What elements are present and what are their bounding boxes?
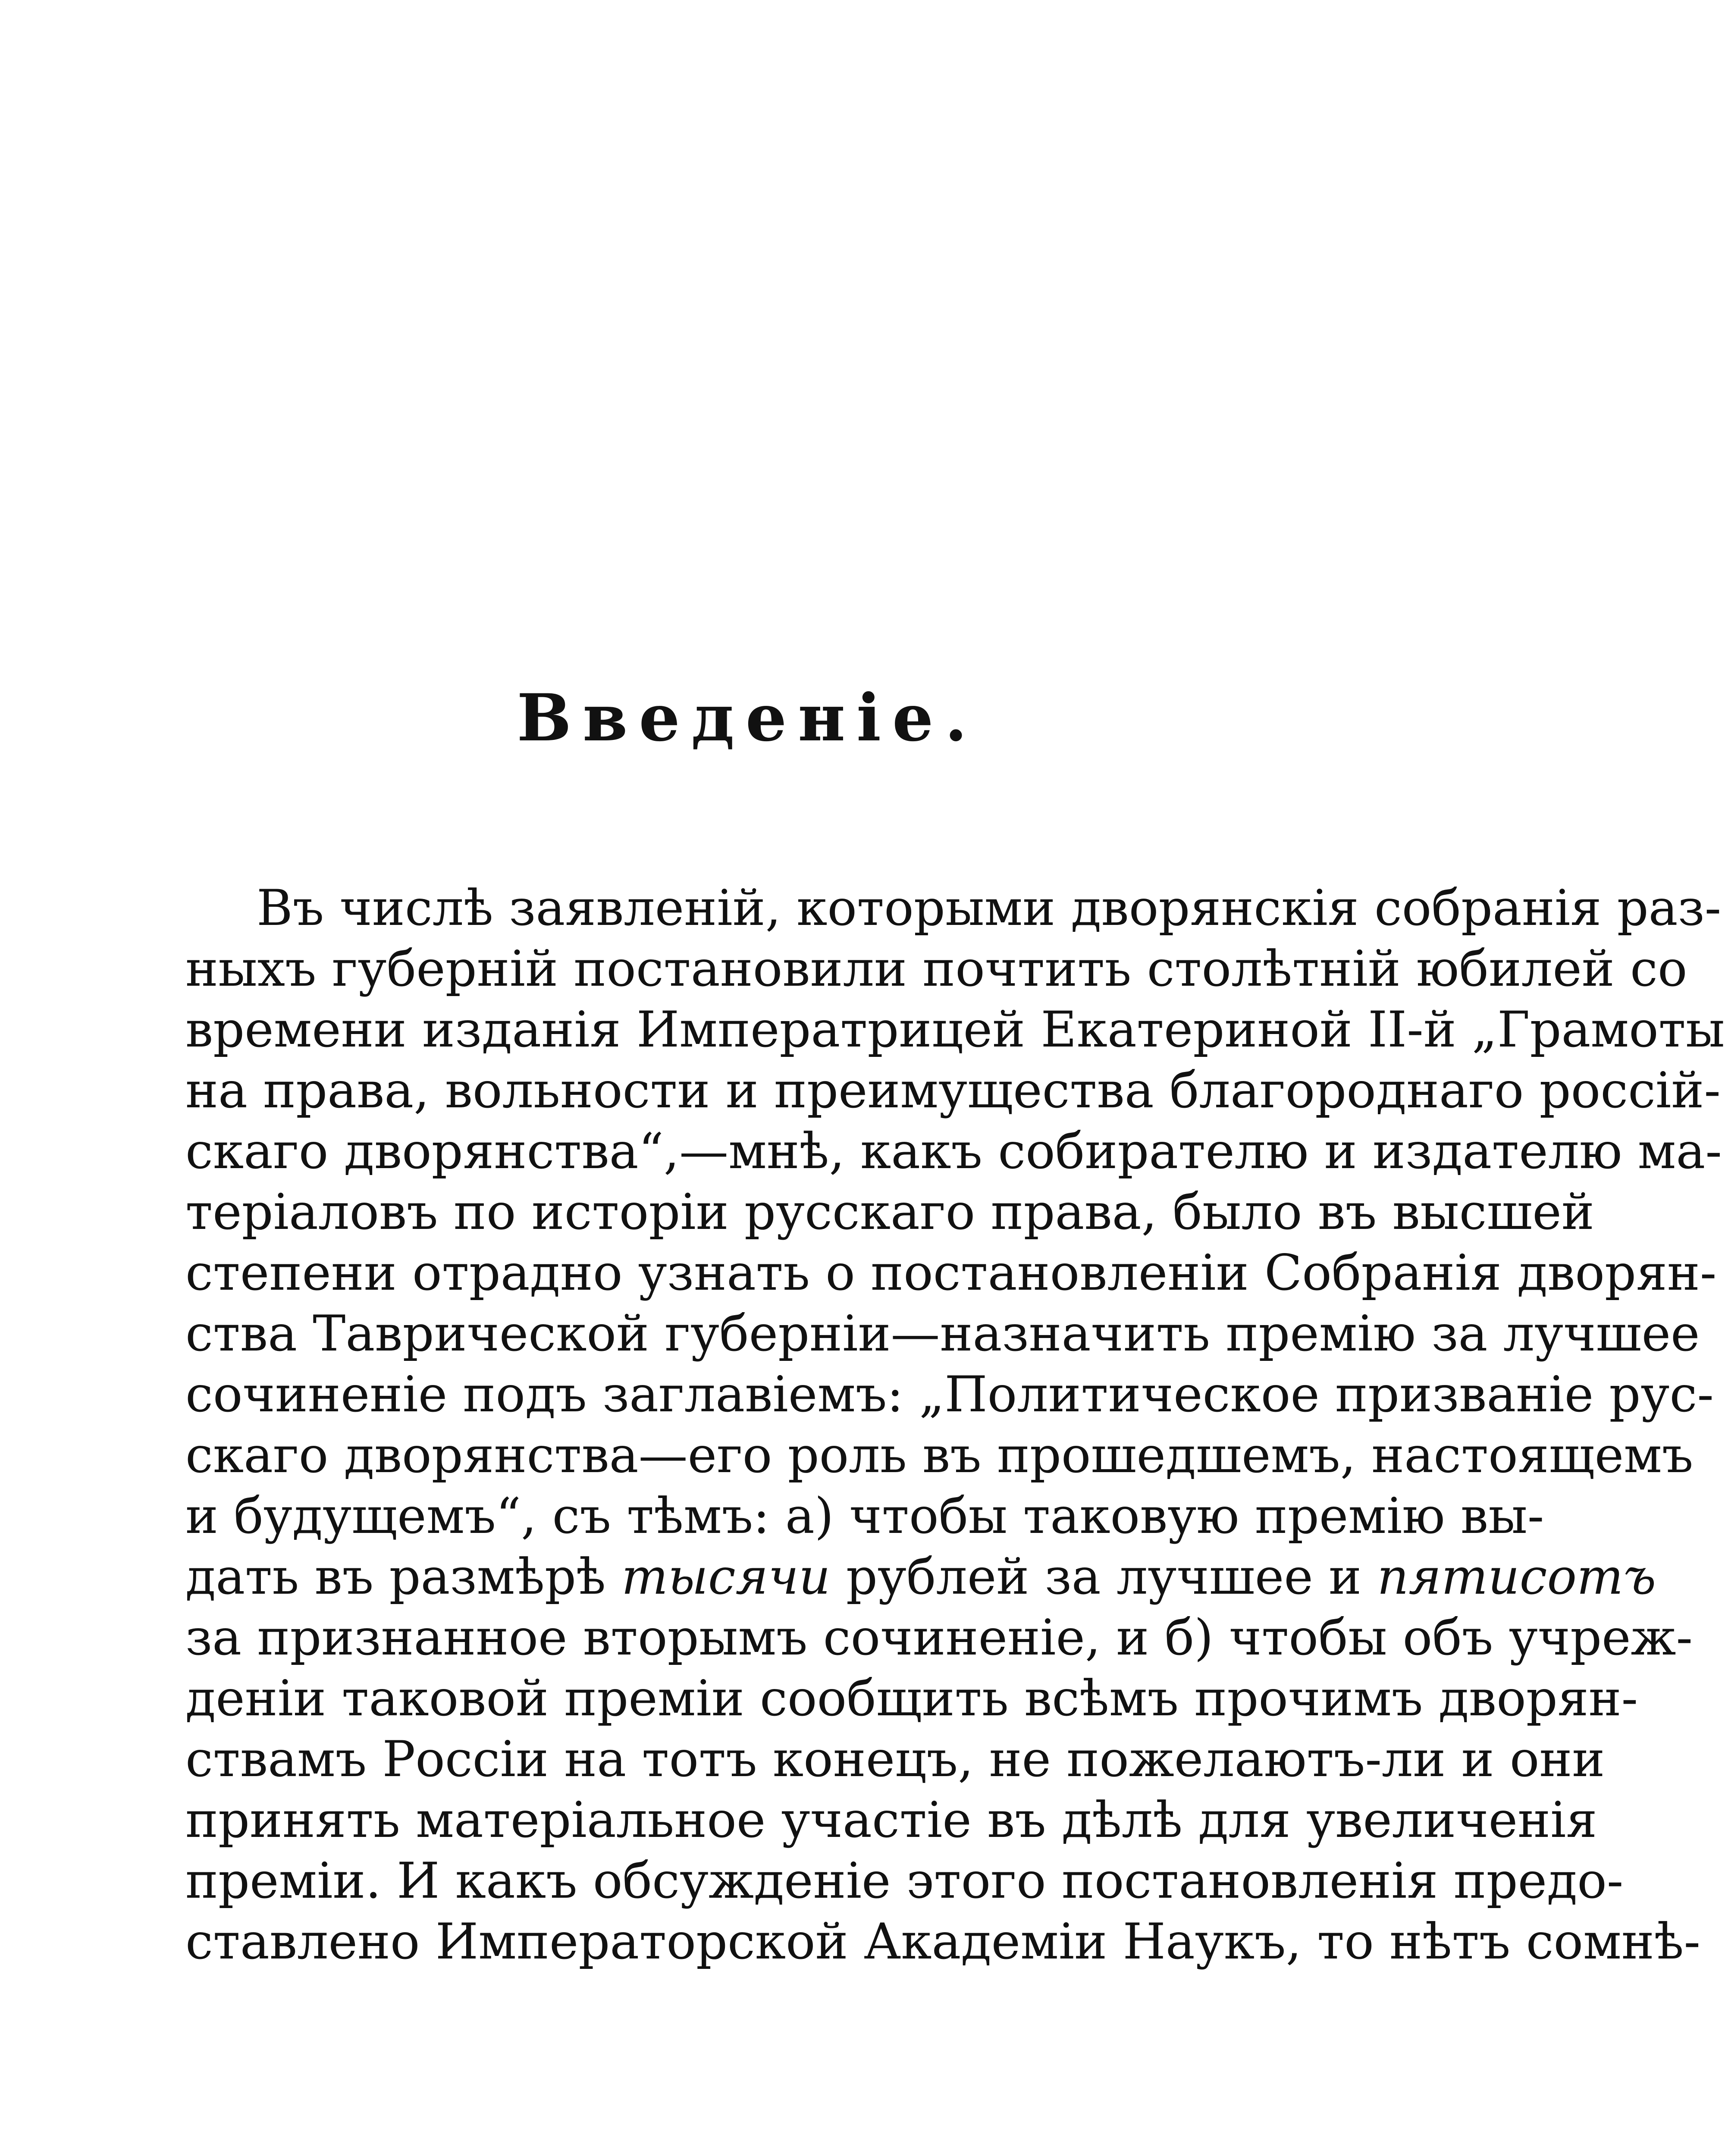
text-line: времени изданія Императрицей Екатериной II-й „Грамоты — [185, 1001, 1725, 1058]
line-text: рублей за лучшее и — [830, 1548, 1377, 1605]
text-line: ства Таврической губерніи—назначить премію за лучшее — [185, 1305, 1700, 1362]
text-line: принять матеріальное участіе въ дѣлѣ для увеличенія — [185, 1791, 1597, 1849]
text-line: за признанное вторымъ сочиненіе, и б) чтобы объ учреж- — [185, 1609, 1693, 1666]
text-line: ставлено Императорской Академіи Наукъ, то нѣтъ сомнѣ- — [185, 1913, 1701, 1970]
text-line: на права, вольности и преимущества благороднаго россій- — [185, 1062, 1721, 1119]
text-line: скаго дворянства—его роль въ прошедшемъ, настоящемъ — [185, 1426, 1694, 1484]
line-text: Въ числѣ заявленій, которыми дворянскія собранія раз- — [257, 879, 1722, 937]
text-line: ныхъ губерній постановили почтить столѣтній юбилей со — [185, 940, 1687, 997]
chapter-title: Введеніе. — [517, 680, 979, 756]
italic-word: тысячи — [621, 1548, 831, 1605]
text-line: и будущемъ“, съ тѣмъ: а) чтобы таковую премію вы- — [185, 1487, 1544, 1545]
text-line: деніи таковой преміи сообщить всѣмъ прочимъ дворян- — [185, 1670, 1638, 1727]
text-line: степени отрадно узнать о постановленіи Собранія дворян- — [185, 1244, 1717, 1301]
italic-word: пятисотъ — [1377, 1548, 1656, 1605]
line-text: дать въ размѣрѣ — [185, 1548, 621, 1605]
text-line: теріаловъ по исторіи русскаго права, было въ высшей — [185, 1183, 1594, 1241]
body-paragraph — [185, 877, 1725, 1972]
text-line — [185, 1546, 1656, 1607]
text-line: ствамъ Россіи на тотъ конецъ, не пожелаютъ-ли и они — [185, 1730, 1605, 1788]
text-line: сочиненіе подъ заглавіемъ: „Политическое призваніе рус- — [185, 1366, 1714, 1423]
text-line: преміи. И какъ обсужденіе этого постановленія предо- — [185, 1852, 1624, 1909]
text-line — [185, 877, 1722, 938]
text-line: скаго дворянства“,—мнѣ, какъ собирателю и издателю ма- — [185, 1122, 1722, 1180]
